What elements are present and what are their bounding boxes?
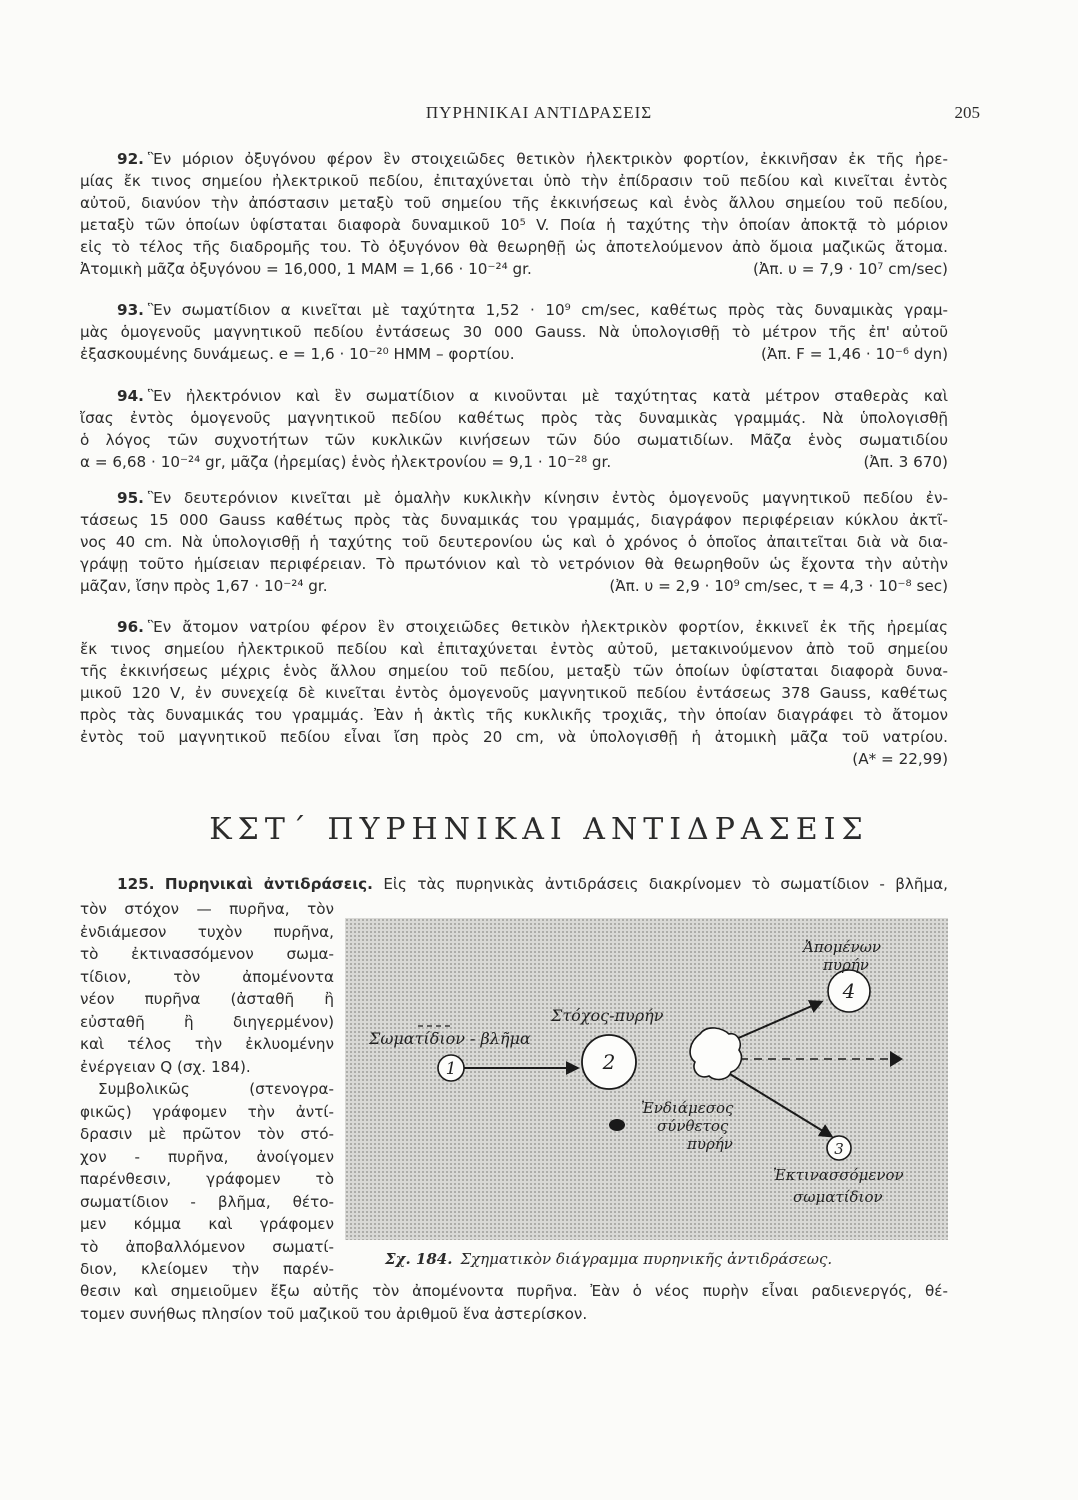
problem-94 bbox=[80, 385, 948, 473]
problem-line bbox=[80, 299, 948, 321]
problem-line: τάσεως 15 000 Gauss καθέτως πρὸς τὰς δυναμικάς του γραμμάς, διαγράφον περιφέρειαν κύκλου ἀκτῖ- bbox=[80, 511, 948, 529]
problem-line bbox=[80, 487, 948, 509]
problem-line bbox=[80, 258, 948, 280]
section-left-column bbox=[80, 898, 334, 1281]
column-line: ἐνέργειαν Q (σχ. 184). bbox=[80, 1057, 251, 1076]
answer: (Ἀπ. υ = 7,9 · 10⁷ cm/sec) bbox=[753, 260, 948, 278]
column-line: παρένθεσιν, γράφομεν τὸ bbox=[80, 1170, 334, 1188]
problem-text: Ἀτομικὴ μᾶζα ὀξυγόνου = 16,000, 1 ΜΑΜ = 1,66 · 10⁻²⁴ gr. bbox=[80, 260, 532, 278]
page-number: 205 bbox=[954, 103, 980, 122]
circle-number-1: 1 bbox=[445, 1059, 457, 1079]
problem-line bbox=[80, 451, 948, 473]
problem-line bbox=[80, 148, 948, 170]
problem-line bbox=[80, 748, 948, 770]
problem-number: 93. bbox=[117, 301, 144, 319]
section-first-line bbox=[80, 873, 948, 895]
problem-line: μικοῦ 120 V, ἐν συνεχείᾳ δὲ κινεῖται ἐντὸς ὁμογενοῦς μαγνητικοῦ πεδίου ἐντάσεως 378 Gauss, καθέτως bbox=[80, 684, 948, 702]
nuclear-reaction-figure bbox=[345, 918, 948, 1240]
section-heading: Πυρηνικαὶ ἀντιδράσεις. bbox=[164, 875, 373, 893]
section-text: Εἰς τὰς πυρηνικὰς ἀντιδράσεις διακρίνομεν τὸ σωματίδιον - βλῆμα, bbox=[383, 875, 948, 893]
column-line: σωματίδιον - βλῆμα, θέτο- bbox=[80, 1192, 334, 1211]
reaction-diagram bbox=[345, 918, 948, 1240]
remaining-label: Ἀπομένων bbox=[803, 938, 881, 956]
circle-number-2: 2 bbox=[602, 1050, 616, 1074]
answer: (Α* = 22,99) bbox=[852, 750, 948, 768]
problem-line bbox=[80, 385, 948, 407]
problem-line: εἰς τὸ τέλος τῆς διαδρομῆς του. Τὸ ὀξυγόνον θὰ θεωρηθῇ ὡς ἀποτελούμενον ἀπὸ ὅμοια μαζικῶς ἄτομα. bbox=[80, 238, 948, 256]
compound-nucleus-blob bbox=[690, 1028, 741, 1080]
problem-number: 96. bbox=[117, 618, 144, 636]
beam-arrowhead bbox=[890, 1051, 903, 1067]
chapter-title: ΚΣΤ΄ ΠΥΡΗΝΙΚΑΙ ΑΝΤΙΔΡΑΣΕΙΣ bbox=[209, 812, 869, 847]
column-line: χον - πυρῆνα, ἀνοίγομεν bbox=[80, 1147, 334, 1166]
problem-line bbox=[80, 343, 948, 365]
column-line: εὐσταθῆ ἢ διηγερμένον) bbox=[80, 1012, 334, 1031]
remaining-label-2: πυρήν bbox=[823, 956, 869, 974]
problem-text: Ἓν ἠλεκτρόνιον καὶ ἓν σωματίδιον α κινοῦνται μὲ ταχύτητας κατὰ μέτρον σταθερὰς καὶ bbox=[147, 387, 948, 405]
problem-line: πρὸς τὰς δυναμικάς του γραμμάς. Ἐὰν ἡ ἀκτὶς τῆς κυκλικῆς τροχιᾶς, τὴν ὁποίαν διαγράφει τὸ ἄτομον bbox=[80, 706, 948, 724]
answer: (Ἀπ. F = 1,46 · 10⁻⁶ dyn) bbox=[761, 345, 948, 363]
problem-line: μὰς ὁμογενοῦς μαγνητικοῦ πεδίου ἐντάσεως 30 000 Gauss. Νὰ ὑπολογισθῇ τὸ μέτρον τῆς ἐπ' αὐτοῦ bbox=[80, 323, 948, 341]
problem-96 bbox=[80, 616, 948, 770]
problem-line: ἔκ τινος σημείου ἠλεκτρικοῦ πεδίου καὶ ἐπιταχύνεται ἐντὸς αὐτοῦ, μετακινούμενον ἀπὸ τοῦ σημείου bbox=[80, 640, 948, 658]
problem-line: τῆς ἐκκινήσεως μέχρις ἑνὸς ἄλλου σημείου τοῦ πεδίου, μεταξὺ τῶν ὁποίων ὑφίσταται διαφορὰ δυνα- bbox=[80, 662, 948, 680]
intermediate-label-2: σύνθετος bbox=[657, 1117, 729, 1135]
caption-number: Σχ. 184. bbox=[385, 1250, 453, 1268]
problem-line bbox=[80, 616, 948, 638]
column-line: ἐνδιάμεσον τυχὸν πυρῆνα, bbox=[80, 922, 334, 941]
problem-text: Ἓν δευτερόνιον κινεῖται μὲ ὁμαλὴν κυκλικὴν κίνησιν ἐντὸς ὁμογενοῦς μαγνητικοῦ πεδίου ἐν- bbox=[147, 489, 948, 507]
column-line: Συμβολικῶς (στενογρα- bbox=[98, 1080, 334, 1098]
problem-line: νος 40 cm. Νὰ ὑπολογισθῇ ἡ ταχύτης τοῦ δευτερονίου ὡς καὶ ὁ χρόνος ὁ ὁποῖος ἀπαιτεῖται διὰ νὰ δια- bbox=[80, 533, 948, 551]
problem-number: 94. bbox=[117, 387, 144, 405]
remaining-nucleus-arrow bbox=[727, 1002, 821, 1043]
ink-spot bbox=[609, 1119, 625, 1131]
problem-line bbox=[80, 575, 948, 597]
problem-line: ὁ λόγος τῶν συχνοτήτων τῶν κυκλικῶν κινήσεων τῶν δύο σωματιδίων. Μᾶζα ἑνὸς σωματιδίου bbox=[80, 431, 948, 449]
intermediate-label-1: Ἐνδιάμεσος bbox=[641, 1099, 734, 1117]
column-line: νέον πυρῆνα (ἀσταθῆ ἢ bbox=[80, 990, 334, 1008]
projectile-label: Σωματίδιον - βλῆμα bbox=[369, 1029, 531, 1048]
ejected-label-2: σωματίδιον bbox=[793, 1188, 883, 1206]
target-label: Στόχος-πυρήν bbox=[551, 1006, 664, 1025]
problem-line: αὐτοῦ, διανύον τὴν ἀπόστασιν μεταξὺ τοῦ σημείου τῆς ἐκκινήσεως καὶ ἑνὸς ἄλλου σημείου τοῦ πεδίου, bbox=[80, 194, 948, 212]
problem-95 bbox=[80, 487, 948, 597]
problem-text: μᾶζαν, ἴσην πρὸς 1,67 · 10⁻²⁴ gr. bbox=[80, 577, 328, 595]
section-number: 125. bbox=[117, 875, 155, 893]
column-line: τίδιον, τὸν ἀπομένοντα bbox=[80, 967, 334, 986]
circle-number-3: 3 bbox=[834, 1140, 844, 1158]
column-line: τὸ ἀποβαλλόμενον σωματί- bbox=[80, 1237, 334, 1256]
answer: (Ἀπ. 3 670) bbox=[863, 453, 948, 471]
problem-number: 92. bbox=[117, 150, 144, 168]
figure-caption bbox=[385, 1250, 945, 1268]
problem-line: γράψῃ τοῦτο ἡμίσειαν περιφέρειαν. Τὸ πρωτόνιον καὶ τὸ νετρόνιον θὰ θεωρηθοῦν ὡς ἔχοντα τὴν αὐτὴν bbox=[80, 555, 948, 573]
problem-93 bbox=[80, 299, 948, 365]
intermediate-label-3: πυρήν bbox=[687, 1135, 733, 1153]
problem-text: Ἓν μόριον ὀξυγόνου φέρον ἓν στοιχειῶδες θετικὸν ἠλεκτρικὸν φορτίον, ἐκκινῆσαν ἐκ τῆς ἠρε- bbox=[147, 150, 948, 168]
section-bottom-line: τομεν συνήθως πλησίον τοῦ μαζικοῦ του ἀριθμοῦ ἕνα ἀστερίσκον. bbox=[80, 1305, 588, 1323]
problem-line: μεταξὺ τῶν ὁποίων ὑφίσταται διαφορὰ δυναμικοῦ 10⁵ V. Ποία ἡ ταχύτης τὴν ὁποίαν ἀποκτᾷ τὸ μόριον bbox=[80, 216, 948, 234]
column-line: τὸ ἐκτινασσόμενον σωμα- bbox=[80, 945, 334, 963]
problem-line: ἐντὸς τοῦ μαγνητικοῦ πεδίου εἶναι ἴση πρὸς 20 cm, νὰ ὑπολογισθῇ ἡ ἀτομικὴ μᾶζα τοῦ νατρίου. bbox=[80, 728, 948, 746]
problem-text: Ἓν ἄτομον νατρίου φέρον ἓν στοιχειῶδες θετικὸν ἠλεκτρικὸν φορτίον, ἐκκινεῖ ἐκ τῆς ἠρεμίας bbox=[147, 618, 948, 636]
column-line: δρασιν μὲ πρῶτον τὸν στό- bbox=[80, 1125, 334, 1143]
problem-text: Ἓν σωματίδιον α κινεῖται μὲ ταχύτητα 1,52 · 10⁹ cm/sec, καθέτως πρὸς τὰς δυναμικὰς γραμ- bbox=[147, 301, 948, 319]
column-line: μεν κόμμα καὶ γράφομεν bbox=[80, 1215, 334, 1233]
ejected-particle-arrow bbox=[725, 1071, 831, 1136]
column-line: διον, κλείομεν τὴν παρέν- bbox=[80, 1260, 334, 1278]
ejected-label-1: Ἐκτινασσόμενον bbox=[773, 1166, 904, 1184]
column-line: καὶ τέλος τὴν ἐκλυομένην bbox=[80, 1035, 334, 1053]
column-line: φικῶς) γράφομεν τὴν ἀντί- bbox=[80, 1102, 334, 1121]
caption-text: Σχηματικὸν διάγραμμα πυρηνικῆς ἀντιδράσεως. bbox=[460, 1250, 833, 1268]
problem-line: μίας ἔκ τινος σημείου ἠλεκτρικοῦ πεδίου, ἐπιταχύνεται ὑπὸ τὴν ἐπίδρασιν τοῦ πεδίου καὶ κινεῖται ἐντὸς bbox=[80, 172, 948, 190]
section-bottom-line: θεσιν καὶ σημειοῦμεν ἔξω αὐτῆς τὸν ἀπομένοντα πυρῆνα. Ἐὰν ὁ νέος πυρὴν εἶναι ραδιενεργός, θέ- bbox=[80, 1282, 948, 1300]
answer: (Ἀπ. υ = 2,9 · 10⁹ cm/sec, τ = 4,3 · 10⁻⁸ sec) bbox=[609, 577, 948, 595]
running-head: ΠΥΡΗΝΙΚΑΙ ΑΝΤΙΔΡΑΣΕΙΣ bbox=[425, 103, 653, 122]
problem-text: α = 6,68 · 10⁻²⁴ gr, μᾶζα (ἠρεμίας) ἑνὸς ἠλεκτρονίου = 9,1 · 10⁻²⁸ gr. bbox=[80, 453, 612, 471]
problem-92 bbox=[80, 148, 948, 280]
problem-number: 95. bbox=[117, 489, 144, 507]
problem-text: ἐξασκουμένης δυνάμεως. e = 1,6 · 10⁻²⁰ ΗΜΜ – φορτίου. bbox=[80, 345, 515, 363]
column-line: τὸν στόχον — πυρῆνα, τὸν bbox=[80, 900, 334, 918]
circle-number-4: 4 bbox=[842, 979, 856, 1003]
problem-line: ἴσας ἐντὸς ὁμογενοῦς μαγνητικοῦ πεδίου καθέτως πρὸς τὰς δυναμικὰς γραμμάς. Νὰ ὑπολογισθῇ bbox=[80, 409, 948, 427]
